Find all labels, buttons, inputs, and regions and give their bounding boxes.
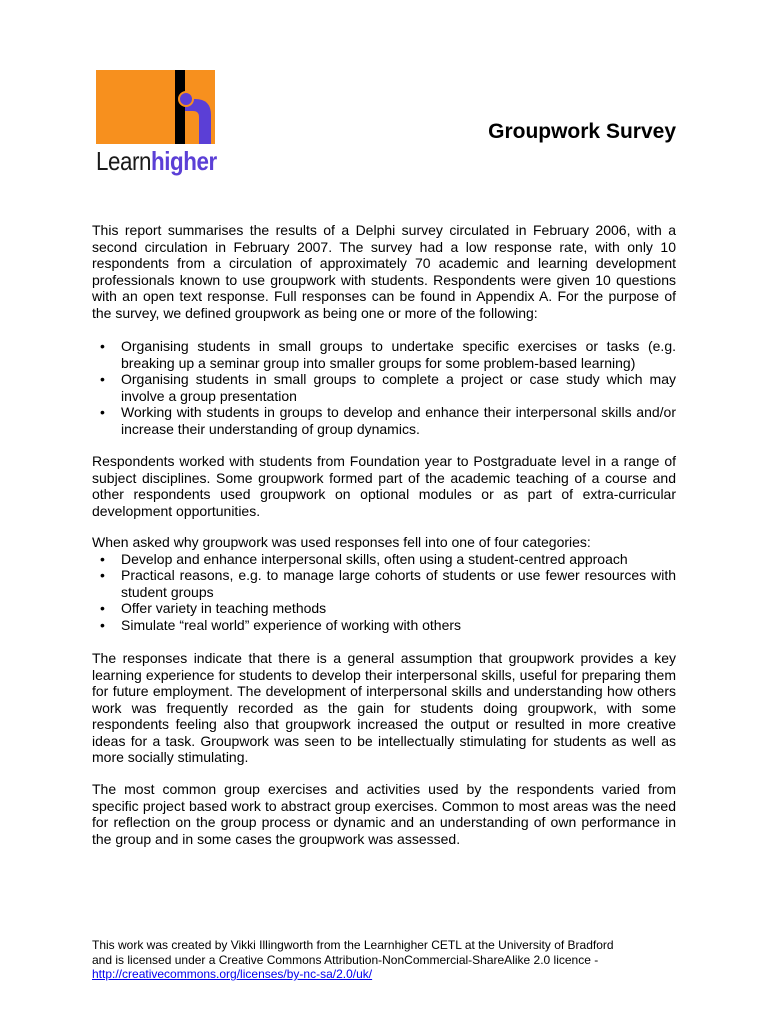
categories-intro: When asked why groupwork was used responses fell into one of four categories: [92, 534, 591, 550]
categories-section [92, 534, 676, 633]
h-glyph-icon [96, 70, 215, 144]
category-item: • Offer variety in teaching methods [92, 600, 676, 617]
category-item: • Develop and enhance interpersonal skills, often using a student-centred approach [92, 551, 676, 568]
footer-line-1: This work was created by Vikki Illingworth from the Learnhigher CETL at the University of Bradford [92, 938, 614, 952]
licence-link[interactable]: http://creativecommons.org/licenses/by-nc-sa/2.0/uk/ [92, 967, 373, 981]
intro-section [92, 222, 676, 321]
page-title: Groupwork Survey [488, 120, 676, 143]
definition-item: • Working with students in groups to develop and enhance their interpersonal skills and/or increase their understanding of group dynamics. [92, 404, 676, 437]
assumption-section [92, 650, 676, 766]
definition-list [92, 338, 676, 437]
common-activities-section [92, 781, 676, 847]
respondents-section [92, 453, 676, 519]
categories-list [92, 551, 676, 634]
logo-wordmark [96, 146, 217, 176]
logo-word-learn: Learn [96, 146, 152, 176]
assumption-paragraph: The responses indicate that there is a general assumption that groupwork provides a key learning experience for students to develop their interpersonal skills, useful for preparing them for future employment. The development of interpersonal skills and understanding how others work was frequently recorded as the gain for students doing groupwork, with some respondents feeling also that groupwork increased the output or resulted in more creative ideas for a task. Groupwork was seen to be intellectually stimulating for students as well as more socially stimulating. [92, 650, 676, 765]
definition-item: • Organising students in small groups to undertake specific exercises or tasks (e.g. breaking up a seminar group into smaller groups for some problem-based learning) [92, 338, 676, 371]
learnhigher-logo [96, 70, 216, 182]
respondents-paragraph: Respondents worked with students from Foundation year to Postgraduate level in a range of subject disciplines. Some groupwork formed part of the academic teaching of a course and other respondents used groupwork on optional modules or as part of extra-curricular development opportunities. [92, 453, 676, 519]
definition-item: • Organising students in small groups to complete a project or case study which may involve a group presentation [92, 371, 676, 404]
common-activities-paragraph: The most common group exercises and activities used by the respondents varied from specific project based work to abstract group exercises. Common to most areas was the need for reflection on the group process or dynamic and an understanding of own performance in the group and in some cases the groupwork was assessed. [92, 781, 676, 847]
category-item: • Practical reasons, e.g. to manage large cohorts of students or use fewer resources with student groups [92, 567, 676, 600]
footer-line-2: and is licensed under a Creative Commons Attribution-NonCommercial-ShareAlike 2.0 licence - [92, 952, 599, 967]
logo-mark [96, 70, 215, 144]
logo-word-higher: higher [151, 146, 217, 176]
category-item: • Simulate “real world” experience of working with others [92, 617, 676, 634]
intro-paragraph: This report summarises the results of a Delphi survey circulated in February 2006, with a second circulation in February 2007. The survey had a low response rate, with only 10 respondents from a circulation of approximately 70 academic and learning development professionals known to use groupwork with students. Respondents were given 10 questions with an open text response. Full responses can be found in Appendix A. For the purpose of the survey, we defined groupwork as being one or more of the following: [92, 222, 676, 321]
footer-licence [92, 938, 692, 982]
